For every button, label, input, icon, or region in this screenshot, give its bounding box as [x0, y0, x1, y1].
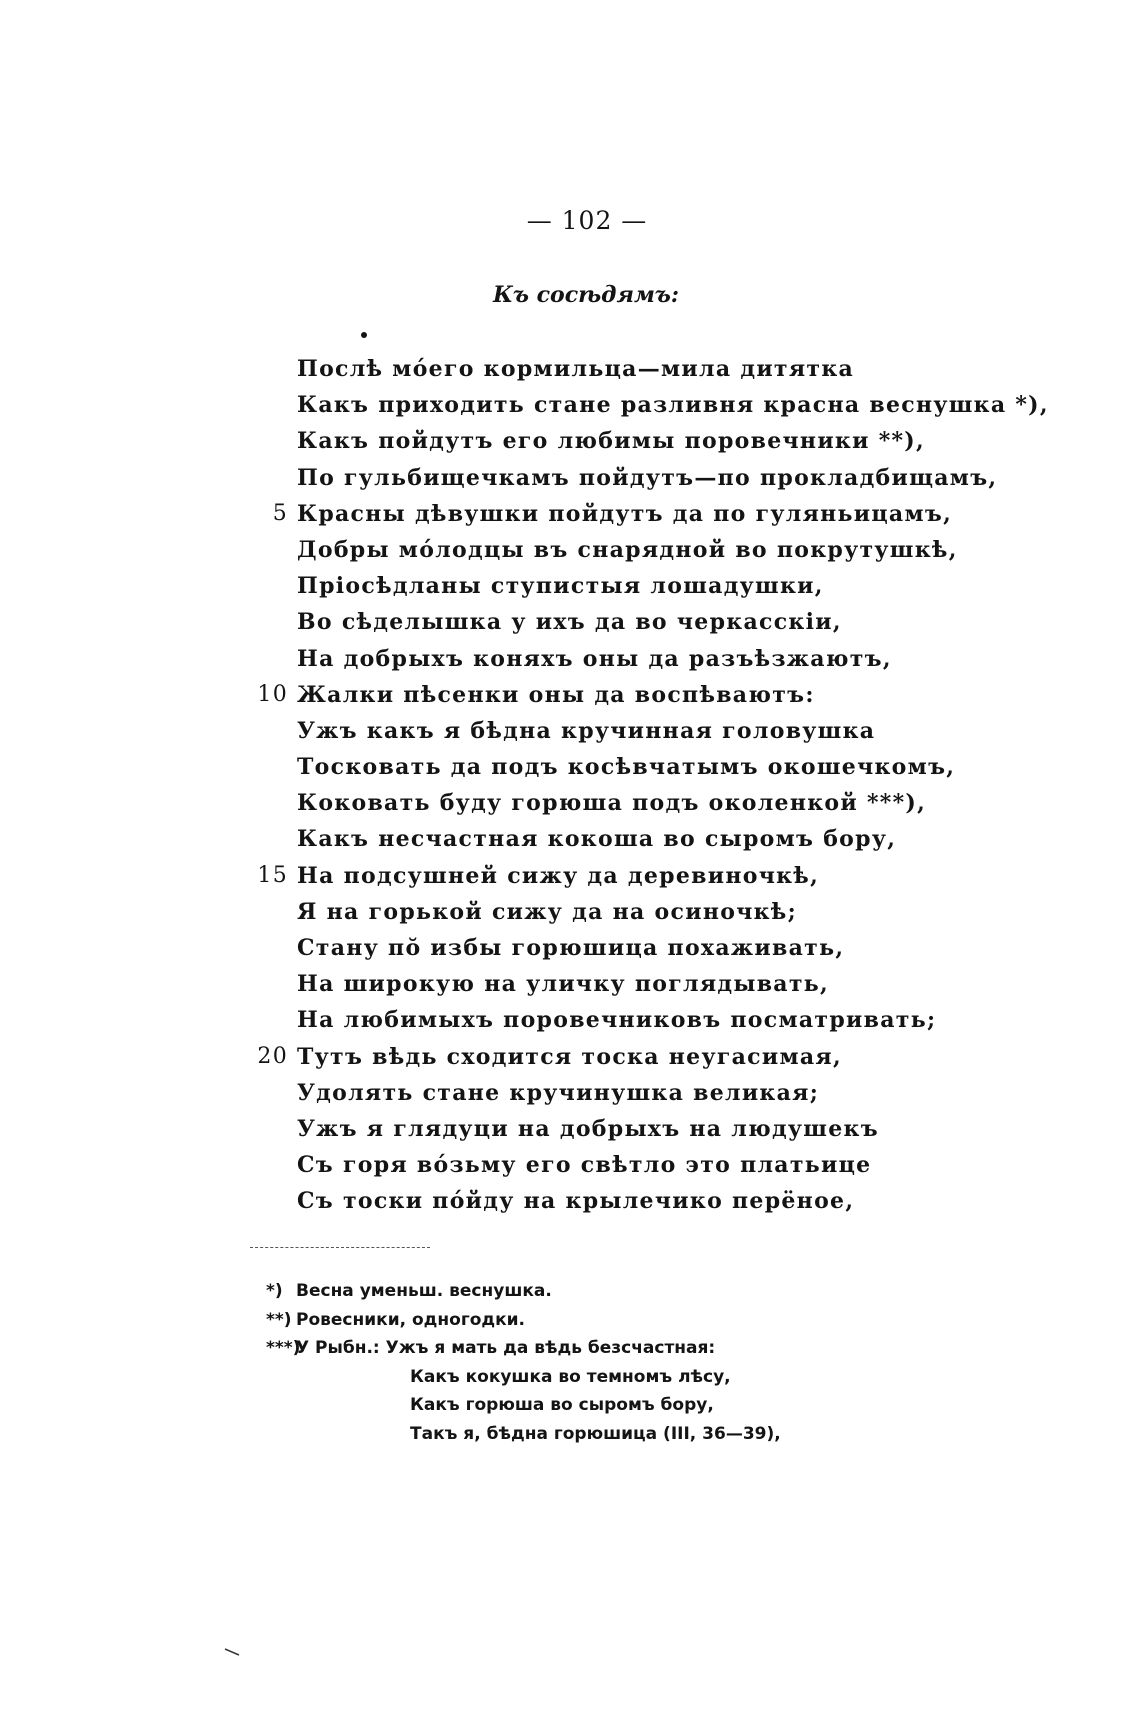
- verse-block: [0, 351, 1140, 1220]
- verse-line: [0, 930, 1140, 966]
- line-text: Какъ несчастная кокоша во сыромъ бору,: [297, 826, 897, 853]
- footnote-quote: Какъ горюша во сыромъ бору,: [410, 1395, 714, 1415]
- line-text: Стану по̆ избы горюшица похаживать,: [297, 935, 845, 961]
- line-text: На широкую на уличку поглядывать,: [297, 971, 829, 998]
- section-heading: Къ сосѣдямъ:: [492, 282, 680, 308]
- line-text: На добрыхъ коняхъ оны да разъѣзжаютъ,: [297, 645, 892, 672]
- line-text: На подсушней сижу да деревиночкѣ,: [297, 862, 820, 889]
- verse-line: [0, 1111, 1140, 1147]
- verse-line: [0, 351, 1140, 387]
- footnote-marker: ***): [266, 1338, 301, 1358]
- footnote-rule: [250, 1247, 430, 1248]
- footnote-text: Весна уменьш. веснушка.: [296, 1281, 552, 1301]
- verse-line: [0, 1075, 1140, 1111]
- verse-line: [0, 568, 1140, 604]
- verse-line: [0, 387, 1140, 423]
- verse-line: [0, 858, 1140, 894]
- margin-mark: [224, 1648, 240, 1656]
- footnote-marker: **): [266, 1309, 292, 1330]
- verse-line: [0, 966, 1140, 1002]
- verse-line: [0, 1002, 1140, 1038]
- footnote-quote: Такъ я, бѣдна горюшица (III, 36—39),: [410, 1423, 781, 1444]
- verse-line: [0, 894, 1140, 930]
- footnote-line: [0, 1306, 1140, 1335]
- line-text: Ужъ какъ я бѣдна кручинная головушка: [297, 717, 876, 744]
- footnote-marker: *): [266, 1281, 283, 1301]
- footnote-quote: Какъ кокушка во темномъ лѣсу,: [410, 1366, 731, 1387]
- line-text: Удолять стане кручинушка великая;: [297, 1079, 820, 1106]
- line-text: Пріосѣдланы ступистыя лошадушки,: [297, 573, 824, 600]
- verse-line: [0, 641, 1140, 677]
- ink-dot: [361, 332, 367, 338]
- verse-line: [0, 496, 1140, 532]
- verse-line: [0, 604, 1140, 640]
- line-text: Какъ пойдутъ его любимы поровечники **),: [297, 428, 925, 455]
- page-number: — 102 —: [526, 206, 648, 235]
- verse-line: [0, 677, 1140, 713]
- verse-line: [0, 785, 1140, 821]
- verse-line: [0, 713, 1140, 749]
- footnote-line: [0, 1391, 1140, 1420]
- line-text: Ужъ я глядуци на добрыхъ на людушекъ: [297, 1115, 879, 1142]
- line-text: Я на горькой сижу да на осиночкѣ;: [297, 898, 797, 925]
- verse-line: [0, 1183, 1140, 1219]
- line-text: Какъ приходить стане разливня красна веснушка *),: [297, 392, 1049, 419]
- verse-line: [0, 423, 1140, 459]
- line-text: Добры мо́лодцы въ снарядной во покрутушкѣ,: [297, 536, 958, 563]
- line-text: По гульбищечкамъ пойдутъ—по прокладбищамъ,: [297, 464, 998, 491]
- line-text: Послѣ мо́его кормильца—мила дитятка: [297, 356, 855, 382]
- line-text: На любимыхъ поровечниковъ посматривать;: [297, 1007, 937, 1034]
- footnote-text: У Рыбн.: Ужъ я мать да вѣдь безсчастная:: [296, 1338, 716, 1358]
- verse-line: [0, 749, 1140, 785]
- line-text: Красны дѣвушки пойдутъ да по гуляньицамъ,: [297, 500, 953, 527]
- line-text: Тутъ вѣдь сходится тоска неугасимая,: [297, 1043, 842, 1070]
- line-text: Коковать буду горюша подъ околенкой ***),: [297, 790, 927, 817]
- line-text: Тосковать да подъ косѣвчатымъ окошечкомъ,: [297, 754, 956, 781]
- line-number: 5: [272, 500, 288, 526]
- footnotes-block: [0, 1277, 1140, 1448]
- footnote-line: [0, 1420, 1140, 1449]
- footnote-line: [0, 1277, 1140, 1306]
- line-number: 20: [257, 1043, 288, 1069]
- verse-line: [0, 821, 1140, 857]
- footnote-line: [0, 1334, 1140, 1363]
- line-number: 15: [257, 862, 288, 888]
- line-text: Съ горя во́зьму его свѣтло это платьице: [297, 1152, 872, 1179]
- verse-line: [0, 532, 1140, 568]
- verse-line: [0, 460, 1140, 496]
- footnote-line: [0, 1363, 1140, 1392]
- verse-line: [0, 1147, 1140, 1183]
- line-text: Жалки пѣсенки оны да воспѣваютъ:: [297, 681, 815, 708]
- footnote-text: Ровесники, одногодки.: [296, 1309, 526, 1330]
- verse-line: [0, 1039, 1140, 1075]
- line-text: Во сѣделышка у ихъ да во черкасскіи,: [297, 609, 842, 636]
- line-number: 10: [257, 681, 288, 707]
- line-text: Съ тоски по́йду на крылечико перёное,: [297, 1188, 855, 1215]
